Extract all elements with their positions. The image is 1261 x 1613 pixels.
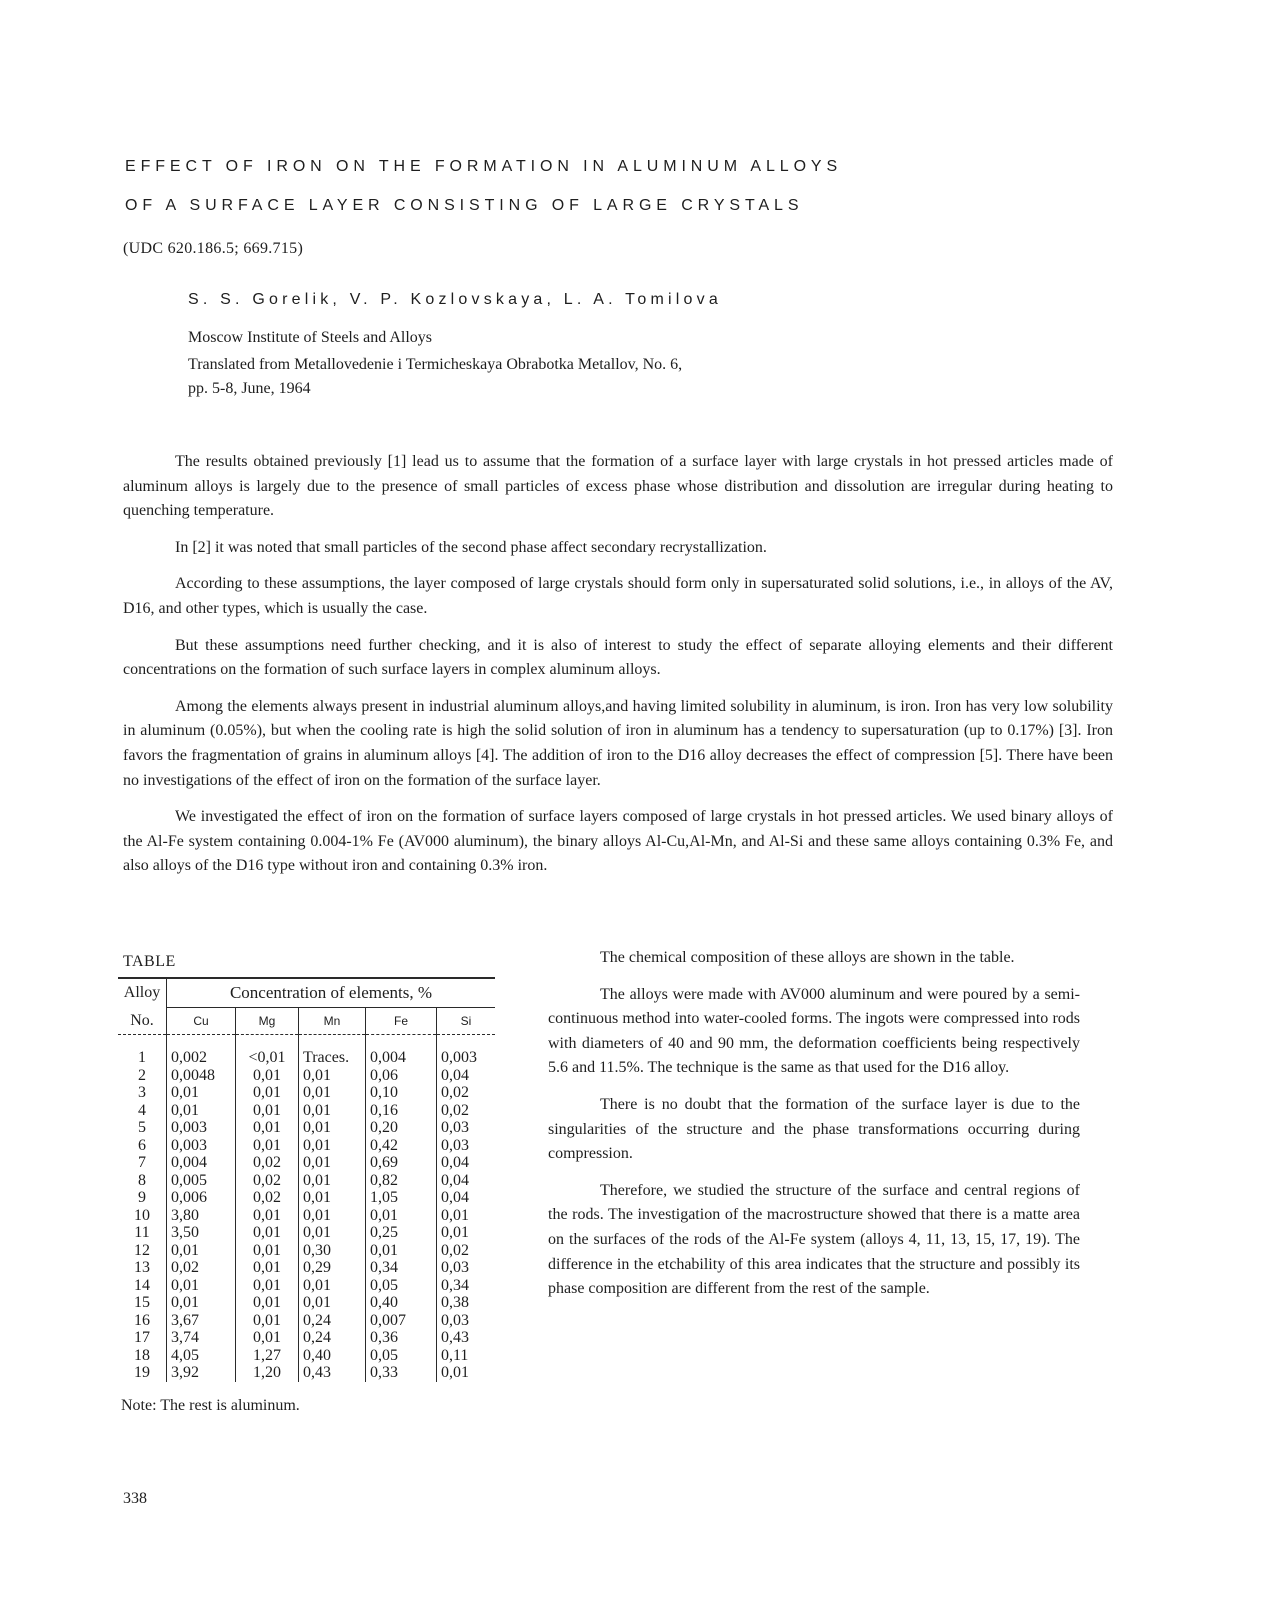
- mg-cell: 0,02: [236, 1172, 299, 1190]
- fe-cell: 0,25: [366, 1224, 437, 1242]
- si-cell: 0,04: [437, 1189, 496, 1207]
- mn-cell: 0,01: [299, 1084, 366, 1102]
- si-cell: 0,11: [437, 1347, 496, 1365]
- fe-cell: 1,05: [366, 1189, 437, 1207]
- alloy-number-cell: 17: [118, 1329, 167, 1347]
- alloy-number-cell: 4: [118, 1102, 167, 1120]
- table-row: [118, 1347, 495, 1365]
- body-text: [123, 450, 1113, 891]
- si-cell: 0,02: [437, 1102, 496, 1120]
- fe-cell: 0,01: [366, 1242, 437, 1260]
- mn-cell: 0,01: [299, 1137, 366, 1155]
- table-row: [118, 1224, 495, 1242]
- mg-cell: 0,01: [236, 1067, 299, 1085]
- mg-cell: 1,27: [236, 1347, 299, 1365]
- table-row: [118, 1312, 495, 1330]
- fe-cell: 0,33: [366, 1364, 437, 1382]
- table-body: [118, 1035, 495, 1382]
- paragraph: According to these assumptions, the layer composed of large crystals should form only in supersaturated solid solutions, i.e., in alloys of the AV, D16, and other types, which is usually the case.: [123, 575, 1113, 617]
- cu-cell: 0,005: [167, 1172, 236, 1190]
- table-row: [118, 1207, 495, 1225]
- mg-cell: 1,20: [236, 1364, 299, 1382]
- table-row: [118, 1242, 495, 1260]
- mn-cell: 0,24: [299, 1312, 366, 1330]
- table-row: [118, 1137, 495, 1155]
- si-cell: 0,04: [437, 1172, 496, 1190]
- mg-cell: <0,01: [236, 1035, 299, 1067]
- alloy-number-cell: 12: [118, 1242, 167, 1260]
- authors: S. S. Gorelik, V. P. Kozlovskaya, L. A. Tomilova: [188, 291, 722, 308]
- fe-cell: 0,69: [366, 1154, 437, 1172]
- mg-cell: 0,01: [236, 1207, 299, 1225]
- mn-cell: 0,01: [299, 1067, 366, 1085]
- paragraph: Therefore, we studied the structure of the surface and central regions of the rods. The investigation of the macrostructure showed that there is a matte area on the surfaces of the rods of the Al-Fe system (alloys 4, 11, 13, 15, 17, 19). The difference in the etchability of this area indicates that the structure and possibly its phase composition are different from the rest of the sample.: [548, 1181, 1080, 1298]
- cu-cell: 0,02: [167, 1259, 236, 1277]
- table-row: [118, 1084, 495, 1102]
- si-cell: 0,03: [437, 1119, 496, 1137]
- alloy-number-cell: 13: [118, 1259, 167, 1277]
- cu-cell: 0,01: [167, 1277, 236, 1295]
- cu-cell: 0,006: [167, 1189, 236, 1207]
- mn-cell: 0,01: [299, 1207, 366, 1225]
- alloy-number-cell: 5: [118, 1119, 167, 1137]
- column-header-mg: Mg: [236, 1008, 299, 1035]
- column-header-fe: Fe: [366, 1008, 437, 1035]
- table-row: [118, 1102, 495, 1120]
- table-row: [118, 1119, 495, 1137]
- cu-cell: 3,50: [167, 1224, 236, 1242]
- fe-cell: 0,82: [366, 1172, 437, 1190]
- mn-cell: 0,01: [299, 1224, 366, 1242]
- si-cell: 0,03: [437, 1259, 496, 1277]
- fe-cell: 0,10: [366, 1084, 437, 1102]
- alloy-number-cell: 9: [118, 1189, 167, 1207]
- concentration-header: Concentration of elements, %: [167, 978, 496, 1008]
- udc-code: (UDC 620.186.5; 669.715): [123, 240, 304, 257]
- mn-cell: 0,01: [299, 1172, 366, 1190]
- cu-cell: 0,01: [167, 1102, 236, 1120]
- mg-cell: 0,01: [236, 1224, 299, 1242]
- cu-cell: 3,80: [167, 1207, 236, 1225]
- alloy-number-cell: 15: [118, 1294, 167, 1312]
- alloy-number-cell: 19: [118, 1364, 167, 1382]
- table-row: [118, 1294, 495, 1312]
- si-cell: 0,04: [437, 1154, 496, 1172]
- mg-cell: 0,01: [236, 1084, 299, 1102]
- mn-cell: 0,01: [299, 1119, 366, 1137]
- cu-cell: 4,05: [167, 1347, 236, 1365]
- fe-cell: 0,40: [366, 1294, 437, 1312]
- fe-cell: 0,007: [366, 1312, 437, 1330]
- mg-cell: 0,01: [236, 1329, 299, 1347]
- paragraph: In [2] it was noted that small particles of the second phase affect secondary recrystallization.: [175, 538, 767, 556]
- table-row: [118, 1259, 495, 1277]
- table-row: [118, 1277, 495, 1295]
- alloy-number-cell: 11: [118, 1224, 167, 1242]
- si-cell: 0,02: [437, 1242, 496, 1260]
- column-header-mn: Mn: [299, 1008, 366, 1035]
- cu-cell: 3,67: [167, 1312, 236, 1330]
- table-row: [118, 1067, 495, 1085]
- cu-cell: 0,0048: [167, 1067, 236, 1085]
- si-cell: 0,03: [437, 1312, 496, 1330]
- cu-cell: 0,01: [167, 1294, 236, 1312]
- fe-cell: 0,01: [366, 1207, 437, 1225]
- paragraph: We investigated the effect of iron on the formation of surface layers composed of large crystals in hot pressed articles. We used binary alloys of the Al-Fe system containing 0.004-1% Fe (AV000 aluminum), the binary alloys Al-Cu,Al-Mn, and Al-Si and these same alloys containing 0.3% Fe, and also alloys of the D16 type without iron and containing 0.3% iron.: [123, 808, 1113, 875]
- alloy-number-cell: 3: [118, 1084, 167, 1102]
- mg-cell: 0,01: [236, 1312, 299, 1330]
- article-title-line-1: EFFECT OF IRON ON THE FORMATION IN ALUMINUM ALLOYS: [125, 158, 843, 175]
- si-cell: 0,003: [437, 1035, 496, 1067]
- mn-cell: 0,01: [299, 1154, 366, 1172]
- mg-cell: 0,02: [236, 1154, 299, 1172]
- alloy-header-line-1: Alloy: [118, 978, 167, 1008]
- alloy-number-cell: 1: [118, 1035, 167, 1067]
- mg-cell: 0,01: [236, 1137, 299, 1155]
- fe-cell: 0,36: [366, 1329, 437, 1347]
- table-caption: TABLE: [123, 953, 176, 970]
- alloy-composition-table: [118, 977, 495, 1382]
- page-number: 338: [123, 1490, 147, 1507]
- si-cell: 0,02: [437, 1084, 496, 1102]
- paragraph: Among the elements always present in industrial aluminum alloys,and having limited solubility in aluminum, is iron. Iron has very low solubility in aluminum (0.05%), but when the cooling rate is high the solid solution of iron in aluminum has a tendency to supersaturation (up to 0.17%) [3]. Iron favors the fragmentation of grains in aluminum alloys [4]. The addition of iron to the D16 alloy decreases the effect of compression [5]. There have been no investigations of the effect of iron on the formation of the surface layer.: [123, 697, 1113, 789]
- fe-cell: 0,42: [366, 1137, 437, 1155]
- mn-cell: 0,43: [299, 1364, 366, 1382]
- mg-cell: 0,01: [236, 1102, 299, 1120]
- table-row: [118, 1364, 495, 1382]
- fe-cell: 0,05: [366, 1347, 437, 1365]
- mg-cell: 0,01: [236, 1119, 299, 1137]
- alloy-number-cell: 18: [118, 1347, 167, 1365]
- mg-cell: 0,01: [236, 1294, 299, 1312]
- fe-cell: 0,06: [366, 1067, 437, 1085]
- si-cell: 0,03: [437, 1137, 496, 1155]
- si-cell: 0,38: [437, 1294, 496, 1312]
- cu-cell: 0,01: [167, 1084, 236, 1102]
- si-cell: 0,34: [437, 1277, 496, 1295]
- mn-cell: Traces.: [299, 1035, 366, 1067]
- table-row: [118, 1154, 495, 1172]
- article-title-line-2: OF A SURFACE LAYER CONSISTING OF LARGE CRYSTALS: [125, 197, 804, 214]
- mn-cell: 0,29: [299, 1259, 366, 1277]
- cu-cell: 3,74: [167, 1329, 236, 1347]
- mn-cell: 0,01: [299, 1277, 366, 1295]
- mn-cell: 0,01: [299, 1189, 366, 1207]
- table-row: [118, 1172, 495, 1190]
- alloy-number-cell: 16: [118, 1312, 167, 1330]
- translation-source-line-2: pp. 5-8, June, 1964: [188, 380, 311, 397]
- mn-cell: 0,24: [299, 1329, 366, 1347]
- cu-cell: 0,003: [167, 1137, 236, 1155]
- si-cell: 0,01: [437, 1207, 496, 1225]
- paragraph: The results obtained previously [1] lead us to assume that the formation of a surface layer with large crystals in hot pressed articles made of aluminum alloys is largely due to the presence of small particles of excess phase whose distribution and dissolution are irregular during heating to quenching temperature.: [123, 453, 1113, 520]
- fe-cell: 0,004: [366, 1035, 437, 1067]
- paragraph: The alloys were made with AV000 aluminum and were poured by a semi-continuous method into water-cooled forms. The ingots were compressed into rods with diameters of 40 and 90 mm, the deformation coefficients being respectively 5.6 and 11.5%. The technique is the same as that used for the D16 alloy.: [548, 985, 1080, 1077]
- alloy-header-line-2: No.: [118, 1008, 167, 1035]
- cu-cell: 0,004: [167, 1154, 236, 1172]
- cu-cell: 3,92: [167, 1364, 236, 1382]
- si-cell: 0,04: [437, 1067, 496, 1085]
- fe-cell: 0,34: [366, 1259, 437, 1277]
- paragraph: But these assumptions need further checking, and it is also of interest to study the effect of separate alloying elements and their different concentrations on the formation of such surface layers in complex aluminum alloys.: [123, 636, 1113, 679]
- fe-cell: 0,16: [366, 1102, 437, 1120]
- alloy-number-cell: 14: [118, 1277, 167, 1295]
- institution: Moscow Institute of Steels and Alloys: [188, 329, 432, 346]
- table-row: [118, 1189, 495, 1207]
- mn-cell: 0,01: [299, 1102, 366, 1120]
- table-row: [118, 1035, 495, 1067]
- mg-cell: 0,02: [236, 1189, 299, 1207]
- cu-cell: 0,01: [167, 1242, 236, 1260]
- mn-cell: 0,30: [299, 1242, 366, 1260]
- paragraph: The chemical composition of these alloys are shown in the table.: [600, 949, 1015, 966]
- mn-cell: 0,40: [299, 1347, 366, 1365]
- alloy-number-cell: 6: [118, 1137, 167, 1155]
- alloy-number-cell: 2: [118, 1067, 167, 1085]
- alloy-number-cell: 7: [118, 1154, 167, 1172]
- si-cell: 0,01: [437, 1224, 496, 1242]
- cu-cell: 0,003: [167, 1119, 236, 1137]
- mg-cell: 0,01: [236, 1277, 299, 1295]
- alloy-number-cell: 10: [118, 1207, 167, 1225]
- fe-cell: 0,20: [366, 1119, 437, 1137]
- translation-source-line-1: Translated from Metallovedenie i Termicheskaya Obrabotka Metallov, No. 6,: [188, 356, 683, 373]
- mg-cell: 0,01: [236, 1259, 299, 1277]
- alloy-number-cell: 8: [118, 1172, 167, 1190]
- si-cell: 0,43: [437, 1329, 496, 1347]
- cu-cell: 0,002: [167, 1035, 236, 1067]
- mg-cell: 0,01: [236, 1242, 299, 1260]
- column-header-si: Si: [437, 1008, 496, 1035]
- mn-cell: 0,01: [299, 1294, 366, 1312]
- table-note: Note: The rest is aluminum.: [121, 1397, 300, 1414]
- right-column-text: [548, 946, 1080, 1314]
- translation-source: [188, 353, 682, 401]
- column-header-cu: Cu: [167, 1008, 236, 1035]
- table-row: [118, 1329, 495, 1347]
- si-cell: 0,01: [437, 1364, 496, 1382]
- paragraph: There is no doubt that the formation of the surface layer is due to the singularities of the structure and the phase transformations occurring during compression.: [548, 1095, 1080, 1163]
- fe-cell: 0,05: [366, 1277, 437, 1295]
